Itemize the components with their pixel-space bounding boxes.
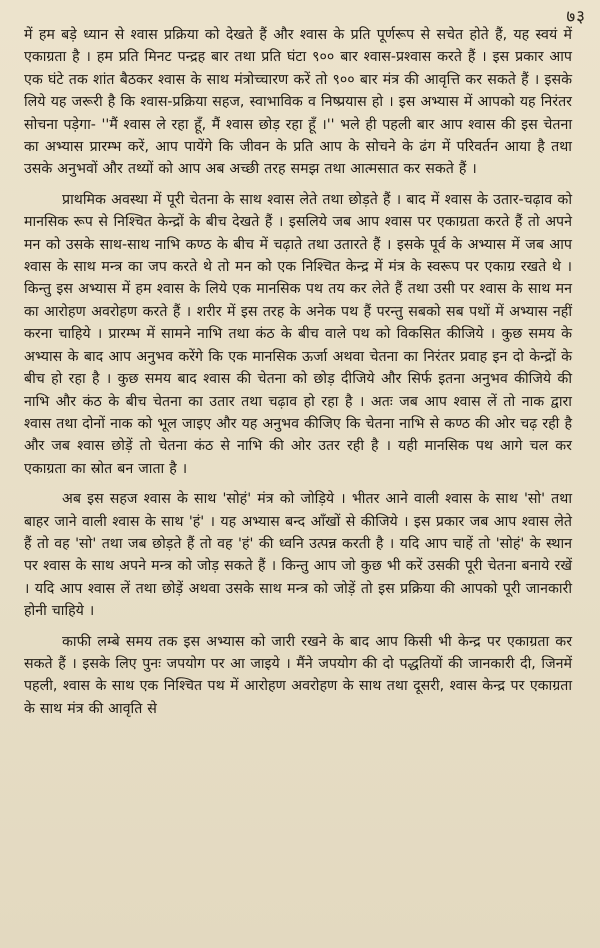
paragraph: प्राथमिक अवस्था में पूरी चेतना के साथ श्वास लेते तथा छोड़ते हैं । बाद में श्वास के उतार-चढ़ाव को मानसिक रूप से निश्चित केन्द्रों के बीच देखते हैं । इसलिये जब आप श्वास पर एकाग्रता करते हैं तो अपने मन को उसके साथ-साथ नाभि कण्ठ के बीच में चढ़ाते तथा उतारते हैं । इसके पूर्व के अभ्यास में जब आप श्वास के साथ मन्त्र का जप करते थे तो मन को एक निश्चित केन्द्र में मंत्र के स्वरूप पर एकाग्र रखते थे । किन्तु इस अभ्यास में हम श्वास के लिये एक मानसिक पथ तय कर लेते हैं तथा उसी पर श्वास के साथ मन का आरोहण अवरोहण करते हैं । शरीर में इस तरह के अनेक पथ हैं परन्तु सबको सब पथों में अभ्यास नहीं करना चाहिये । प्रारम्भ में सामने नाभि तथा कंठ के बीच वाले पथ को विकसित कीजिये । कुछ समय के अभ्यास के बाद आप अनुभव करेंगे कि एक मानसिक ऊर्जा अथवा चेतना का निरंतर प्रवाह इन दो केन्द्रों के बीच हो रहा है । कुछ समय बाद श्वास की चेतना को छोड़ दीजिये और सिर्फ इतना अनुभव कीजिये की नाभि और कंठ के बीच चेतना का उतार तथा चढ़ाव हो रहा है । अतः जब आप श्वास लें तो नाक द्वारा श्वास तथा दोनों नाक को भूल जाइए और यह अनुभव कीजिए कि चेतना नाभि से कण्ठ की ओर चढ़ रही है और जब श्वास छोड़ें तो चेतना कंठ से नाभि की ओर उतर रही है । यही मानसिक पथ आगे चल कर एकाग्रता का स्रोत बन जाता है ।: [24, 191, 572, 477]
paragraph: में हम बड़े ध्यान से श्वास प्रक्रिया को देखते हैं और श्वास के प्रति पूर्णरूप से सचेत होते हैं, यह स्वयं में एकाग्रता है । हम प्रति मिनट पन्द्रह बार तथा प्रति घंटा ९०० बार श्वास-प्रश्वास करते हैं । इस प्रकार आप एक घंटे तक शांत बैठकर श्वास के साथ मंत्रोच्चारण करें तो ९०० बार मंत्र की आवृत्ति कर सकते हैं । इसके लिये यह जरूरी है कि श्वास-प्रक्रिया सहज, स्वाभाविक व निष्प्रयास हो । इस अभ्यास में आपको यह निरंतर सोचना पड़ेगा- ''मैं श्वास ले रहा हूँ, मैं श्वास छोड़ रहा हूँ ।'' भले ही पहली बार आप श्वास की इस चेतना का अभ्यास प्रारम्भ करें, आप पायेंगे कि जीवन के प्रति आप के सोचने के ढंग में परिवर्तन आया है तथा उसके अनुभवों और तथ्यों को आप अब अच्छी तरह समझ तथा आत्मसात कर सकते हैं ।: [24, 27, 572, 178]
page-number: ७३: [566, 7, 586, 27]
paragraph: काफी लम्बे समय तक इस अभ्यास को जारी रखने के बाद आप किसी भी केन्द्र पर एकाग्रता कर सकते हैं । इसके लिए पुनः जपयोग पर आ जाइये । मैंने जपयोग की दो पद्धतियों की जानकारी दी, जिनमें पहली, श्वास के साथ एक निश्चित पथ में आरोहण अवरोहण के साथ तथा दूसरी, श्वास केन्द्र पर एकाग्रता के साथ मंत्र की आवृति से: [24, 633, 572, 717]
paragraph: अब इस सहज श्वास के साथ 'सोहं' मंत्र को जोड़िये । भीतर आने वाली श्वास के साथ 'सो' तथा बाहर जाने वाली श्वास के साथ 'हं' । यह अभ्यास बन्द आँखों से कीजिये । इस प्रकार जब आप श्वास लेते हैं तो वह 'सो' तथा जब छोड़ते हैं तो वह 'हं' की ध्वनि उत्पन्न करती है । यदि आप चाहें तो 'सोहं' के स्थान पर श्वास के साथ अपने मन्त्र को जोड़ सकते हैं । किन्तु आप जो कुछ भी करें उसकी पूरी चेतना बनाये रखें । यदि आप श्वास लें तथा छोड़ें अथवा उसके साथ मन्त्र को जोड़ें तो इस प्रक्रिया की आपको पूरी जानकारी होनी चाहिये ।: [24, 491, 572, 620]
page-content: [24, 24, 572, 720]
